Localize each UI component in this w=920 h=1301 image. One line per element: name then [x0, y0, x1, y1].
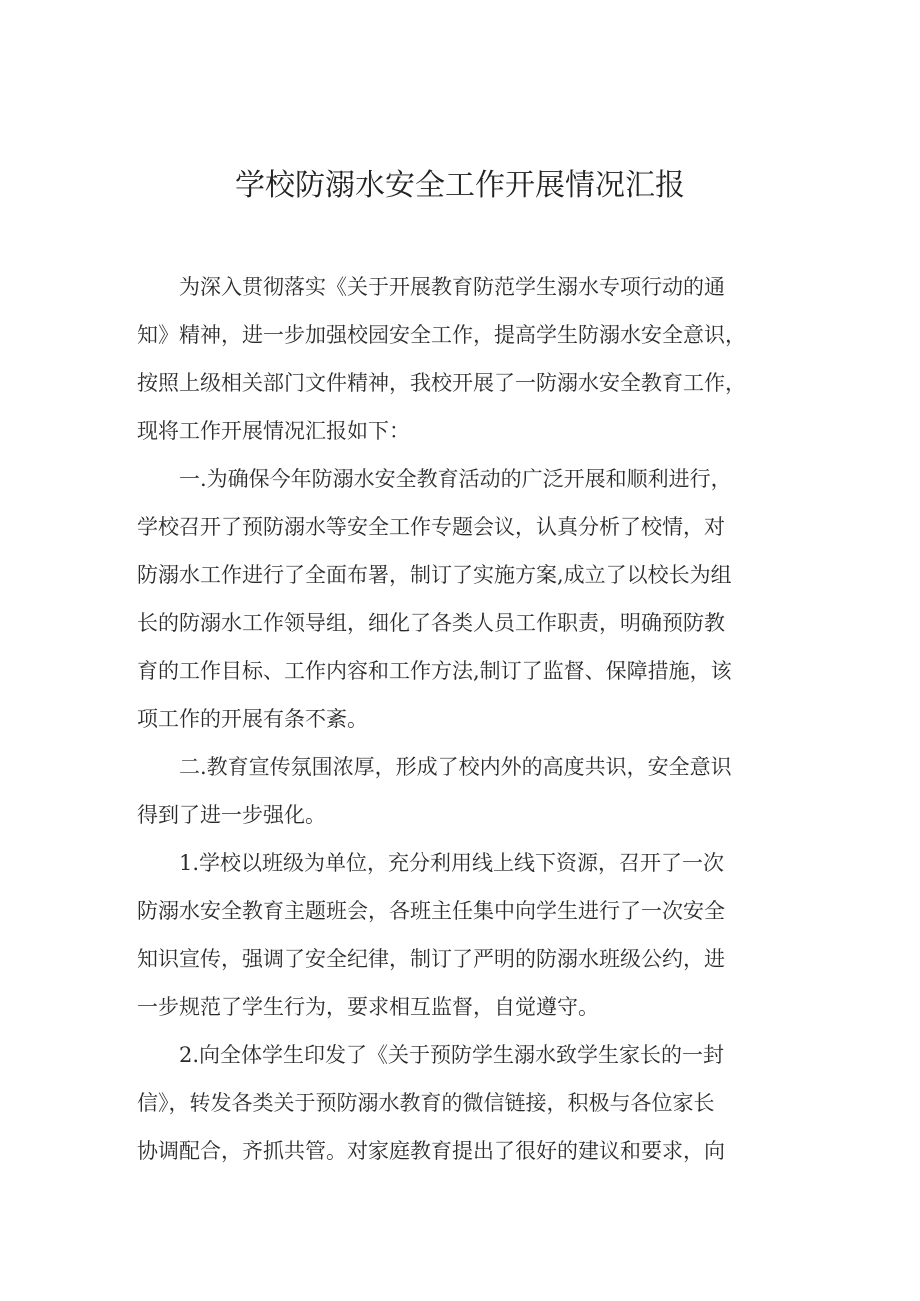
body-line: 现将工作开展情况汇报如下：	[137, 419, 410, 443]
body-line: 知》精神，进一步加强校园安全工作，提高学生防溺水安全意识，	[137, 323, 746, 347]
body-line: 得到了进一步强化。	[137, 803, 326, 827]
body-line: 防溺水工作进行了全面布署，制订了实施方案,成立了以校长为组	[137, 563, 732, 587]
body-line: 知识宣传，强调了安全纪律，制订了严明的防溺水班级公约，进	[137, 947, 725, 971]
body-line: 按照上级相关部门文件精神，我校开展了一防溺水安全教育工作，	[137, 371, 746, 395]
document-body	[137, 263, 797, 1175]
body-line: 防溺水安全教育主题班会，各班主任集中向学生进行了一次安全	[137, 899, 725, 923]
body-line: 2.向全体学生印发了《关于预防学生溺水致学生家长的一封	[137, 1043, 725, 1067]
body-line: 一.为确保今年防溺水安全教育活动的广泛开展和顺利进行，	[137, 467, 732, 491]
body-line: 协调配合，齐抓共管。对家庭教育提出了很好的建议和要求，向	[137, 1139, 725, 1163]
body-line: 长的防溺水工作领导组，细化了各类人员工作职责，明确预防教	[137, 611, 725, 635]
body-line: 为深入贯彻落实《关于开展教育防范学生溺水专项行动的通	[137, 275, 725, 299]
body-line: 信》，转发各类关于预防溺水教育的微信链接，积极与各位家长	[137, 1091, 715, 1115]
body-line: 项工作的开展有条不紊。	[137, 707, 368, 731]
body-line: 二.教育宣传氛围浓厚，形成了校内外的高度共识，安全意识	[137, 755, 732, 779]
body-line: 育的工作目标、工作内容和工作方法,制订了监督、保障措施，该	[137, 659, 732, 683]
body-line: 1.学校以班级为单位，充分利用线上线下资源，召开了一次	[137, 851, 725, 875]
document-title: 学校防溺水安全工作开展情况汇报	[235, 168, 685, 203]
body-line: 学校召开了预防溺水等安全工作专题会议，认真分析了校情，对	[137, 515, 725, 539]
body-line: 一步规范了学生行为，要求相互监督，自觉遵守。	[137, 995, 599, 1019]
